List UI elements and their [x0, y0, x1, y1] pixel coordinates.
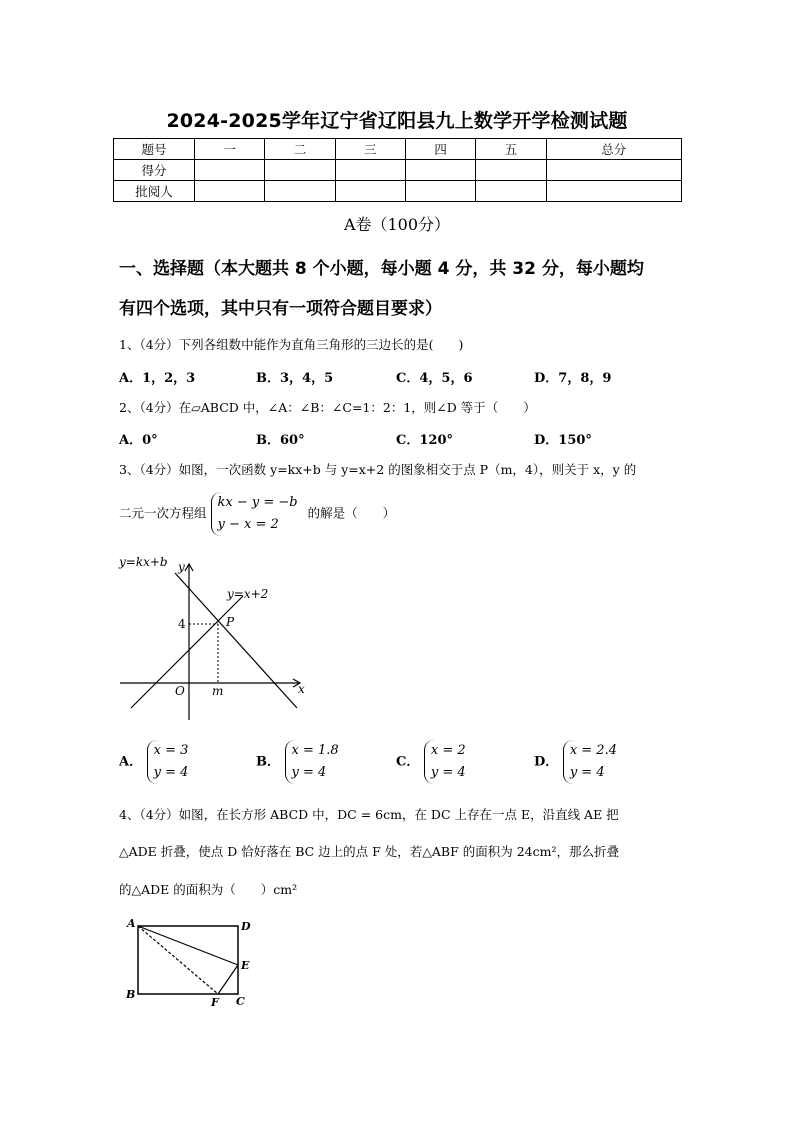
segment-ae	[138, 926, 238, 965]
score-table-row	[114, 160, 682, 181]
option-system	[424, 740, 472, 784]
section-heading-line2: 有四个选项，其中只有一项符合题目要求）	[119, 299, 442, 319]
option-letter: D．	[534, 754, 559, 770]
q1-option-c: C．4，5，6	[396, 371, 473, 386]
option-system	[563, 740, 623, 784]
option-x: x = 1.8	[291, 743, 339, 758]
q2-option-b: B．60°	[256, 433, 305, 448]
option-letter: B．	[256, 754, 280, 770]
table-cell: 总分	[546, 139, 681, 160]
option-y: y = 4	[153, 765, 189, 780]
section-a-heading: A卷（100分）	[343, 215, 451, 234]
table-cell	[405, 160, 475, 181]
vertex-d-label: D	[241, 920, 251, 933]
q4-rectangle-figure	[118, 915, 263, 1015]
rectangle-abcd	[138, 926, 238, 994]
q3-option-d	[534, 740, 623, 784]
tick-label-4: 4	[178, 617, 186, 631]
y-axis-label: y	[178, 560, 185, 574]
equation-system	[211, 492, 304, 536]
equation-1: kx − y = −b	[217, 495, 298, 510]
table-cell: 批阅人	[114, 181, 195, 202]
table-cell: 四	[405, 139, 475, 160]
table-cell	[546, 181, 681, 202]
equation-2: y − x = 2	[217, 517, 279, 532]
q3-graph	[115, 548, 315, 728]
question-4-stem-line3: 的△ADE 的面积为（ ）cm²	[119, 882, 298, 897]
graph-label-line1: y=kx+b	[119, 555, 168, 569]
segment-fe	[218, 965, 238, 994]
table-cell	[405, 181, 475, 202]
option-letter: A．	[119, 754, 143, 770]
table-cell: 一	[195, 139, 265, 160]
table-cell	[265, 181, 335, 202]
table-cell	[476, 160, 546, 181]
q2-option-d: D．150°	[534, 433, 592, 448]
vertex-c-label: C	[236, 995, 245, 1008]
section-heading-line1: 一、选择题（本大题共 8 个小题，每小题 4 分，共 32 分，每小题均	[119, 259, 644, 279]
option-x: x = 2.4	[569, 743, 617, 758]
table-cell	[546, 160, 681, 181]
question-4-stem-line2: △ADE 折叠，使点 D 恰好落在 BC 边上的点 F 处，若△ABF 的面积为 24cm²，那么折叠	[119, 844, 619, 859]
q1-option-b: B．3，4，5	[256, 371, 334, 386]
q1-option-a: A．1，2，3	[119, 371, 196, 386]
score-table	[113, 138, 682, 202]
exam-title: 2024-2025学年辽宁省辽阳县九上数学开学检测试题	[166, 110, 628, 132]
option-y: y = 4	[569, 765, 605, 780]
question-3-stem-line2	[119, 492, 395, 536]
table-cell	[476, 181, 546, 202]
table-cell	[335, 181, 405, 202]
origin-label: O	[175, 684, 185, 698]
table-cell: 得分	[114, 160, 195, 181]
table-cell	[335, 160, 405, 181]
q3-option-c	[396, 740, 472, 784]
table-cell	[195, 160, 265, 181]
option-system	[147, 740, 195, 784]
q1-option-d: D．7，8，9	[534, 371, 612, 386]
table-cell: 三	[335, 139, 405, 160]
table-cell: 二	[265, 139, 335, 160]
vertex-a-label: A	[127, 917, 136, 930]
option-x: x = 3	[153, 743, 189, 758]
vertex-b-label: B	[126, 988, 136, 1001]
question-2-stem: 2、（4分）在▱ABCD 中，∠A：∠B：∠C=1：2：1，则∠D 等于（ ）	[119, 400, 536, 415]
score-table-row	[114, 181, 682, 202]
q3-stem-prefix: 二元一次方程组	[119, 505, 207, 521]
question-1-stem: 1、（4分）下列各组数中能作为直角三角形的三边长的是( )	[119, 337, 464, 352]
tick-label-m: m	[212, 684, 224, 698]
q3-option-b	[256, 740, 345, 784]
option-system	[285, 740, 345, 784]
point-p-label: P	[226, 615, 235, 629]
x-axis-label: x	[298, 682, 305, 696]
option-x: x = 2	[430, 743, 466, 758]
table-cell	[195, 181, 265, 202]
table-cell	[265, 160, 335, 181]
question-3-stem-line1: 3、（4分）如图，一次函数 y=kx+b 与 y=x+2 的图象相交于点 P（m，4），则关于 x，y 的	[119, 462, 637, 477]
segment-af	[138, 926, 218, 994]
point-f-label: F	[211, 996, 219, 1009]
question-4-stem-line1: 4、（4分）如图，在长方形 ABCD 中，DC = 6cm，在 DC 上存在一点 E，沿直线 AE 把	[119, 807, 619, 822]
option-letter: C．	[396, 754, 420, 770]
table-cell: 题号	[114, 139, 195, 160]
q2-option-c: C．120°	[396, 433, 453, 448]
q2-option-a: A．0°	[119, 433, 158, 448]
option-y: y = 4	[430, 765, 466, 780]
table-cell: 五	[476, 139, 546, 160]
q3-option-a	[119, 740, 194, 784]
point-e-label: E	[241, 959, 250, 972]
graph-label-line2: y=x+2	[227, 587, 269, 601]
score-table-header-row	[114, 139, 682, 160]
line-y-eq-x-plus-2	[131, 596, 243, 708]
option-y: y = 4	[291, 765, 327, 780]
q3-stem-suffix: 的解是（ ）	[307, 505, 396, 521]
